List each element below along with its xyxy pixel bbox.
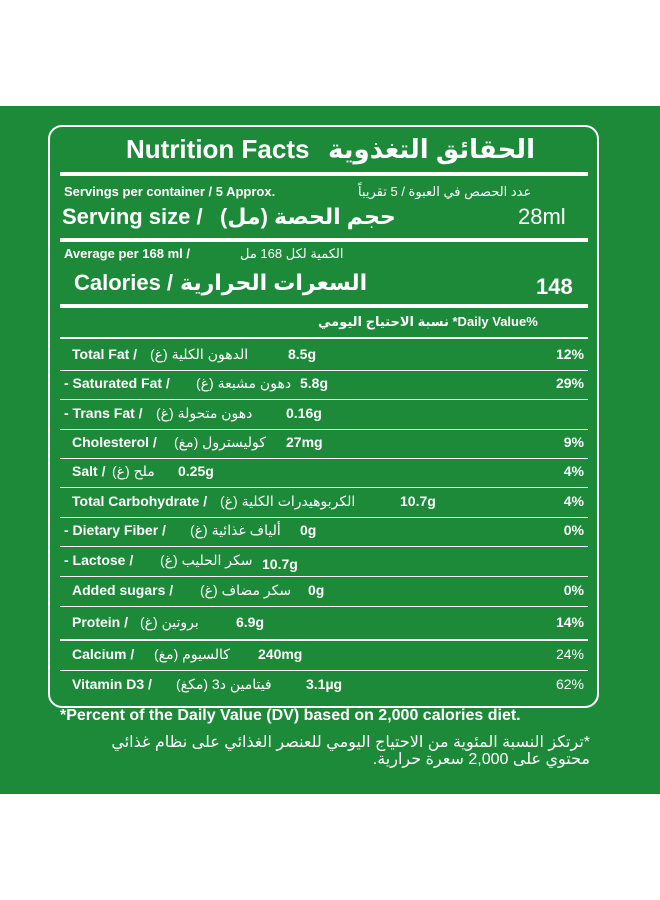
daily-value-header: نسبة الاحتياج اليومي *Daily Value%	[318, 314, 538, 329]
daily-value-divider	[60, 337, 588, 339]
nutrient-pct-calcium: 24%	[555, 646, 584, 662]
nutrient-pct-vitamin-d3: 62%	[555, 676, 584, 692]
row-divider	[60, 670, 588, 671]
servings-divider	[60, 238, 588, 242]
nutrient-pct-saturated-fat: 29%	[555, 375, 584, 391]
servings-arabic: عدد الحصص في العبوة / 5 تقريباً	[358, 184, 532, 199]
nutrient-amount-added-sugars: 0g	[308, 582, 325, 598]
calories-english: Calories /	[74, 270, 174, 295]
nutrient-arabic-calcium: كالسيوم (مغ)	[154, 646, 230, 662]
nutrient-name-cholesterol: Cholesterol /	[72, 434, 157, 450]
serving-size-arabic: حجم الحصة (مل)	[220, 204, 396, 229]
title-arabic: الحقائق التغذوية	[328, 134, 535, 164]
nutrient-name-dietary-fiber: - Dietary Fiber /	[64, 522, 166, 538]
nutrient-arabic-dietary-fiber: ألياف غذائية (غ)	[190, 522, 281, 538]
nutrient-amount-total-fat: 8.5g	[288, 346, 317, 362]
calories-divider	[60, 304, 588, 308]
nutrient-arabic-added-sugars: سكر مضاف (غ)	[200, 582, 292, 598]
average-english: Average per 168 ml /	[64, 246, 190, 261]
calories-arabic: السعرات الحرارية	[180, 270, 368, 295]
row-divider	[60, 517, 588, 518]
nutrient-arabic-total-carbohydrate: الكربوهيدرات الكلية (غ)	[220, 493, 356, 509]
row-divider	[60, 639, 588, 641]
nutrient-pct-protein: 14%	[555, 614, 584, 630]
nutrient-name-total-carbohydrate: Total Carbohydrate /	[72, 493, 208, 509]
nutrient-amount-dietary-fiber: 0g	[300, 522, 317, 538]
title-divider	[60, 172, 588, 176]
row-divider	[60, 458, 588, 459]
nutrient-arabic-trans-fat: دهون متحولة (غ)	[156, 405, 253, 421]
row-divider	[60, 546, 588, 547]
row-divider	[60, 606, 588, 607]
nutrient-arabic-total-fat: الدهون الكلية (غ)	[150, 346, 249, 362]
average-arabic: الكمية لكل 168 مل	[240, 246, 344, 261]
nutrient-name-calcium: Calcium /	[72, 646, 135, 662]
nutrient-arabic-cholesterol: كوليسترول (مغ)	[174, 434, 266, 450]
nutrient-amount-calcium: 240mg	[258, 646, 303, 662]
nutrient-amount-total-carbohydrate: 10.7g	[400, 493, 436, 509]
row-divider	[60, 429, 588, 430]
nutrient-arabic-saturated-fat: دهون مشبعة (غ)	[196, 375, 292, 391]
nutrient-name-trans-fat: - Trans Fat /	[64, 405, 143, 421]
nutrient-arabic-vitamin-d3: فيتامين د3 (مكغ)	[176, 676, 272, 692]
nutrient-pct-total-carbohydrate: 4%	[563, 493, 584, 509]
nutrient-pct-added-sugars: 0%	[563, 582, 584, 598]
row-divider	[60, 487, 588, 488]
nutrient-pct-salt: 4%	[563, 463, 584, 479]
servings-english: Servings per container / 5 Approx.	[64, 184, 276, 199]
title-english: Nutrition Facts	[126, 134, 310, 164]
nutrient-amount-lactose: 10.7g	[262, 556, 298, 572]
row-divider	[60, 370, 588, 371]
footnote-arabic: *ترتكز النسبة المئوية من الاحتياج اليومي للعنصر الغذائي على نظام غذائي محتوي على 2,000 سعرة حرارية.	[111, 734, 590, 768]
nutrient-arabic-protein: بروتين (غ)	[140, 614, 199, 630]
row-divider	[60, 399, 588, 400]
nutrient-arabic-salt: ملح (غ)	[112, 463, 155, 479]
nutrient-pct-dietary-fiber: 0%	[563, 522, 584, 538]
nutrient-name-salt: Salt /	[72, 463, 106, 479]
nutrient-amount-saturated-fat: 5.8g	[300, 375, 329, 391]
nutrient-name-added-sugars: Added sugars /	[72, 582, 174, 598]
nutrient-arabic-lactose: سكر الحليب (غ)	[160, 552, 253, 568]
footnote-english: *Percent of the Daily Value (DV) based on 2,000 calories diet.	[60, 707, 521, 724]
calories-value: 148	[536, 274, 573, 299]
nutrient-name-lactose: - Lactose /	[64, 552, 134, 568]
serving-size-value: 28ml	[518, 204, 566, 229]
nutrient-name-vitamin-d3: Vitamin D3 /	[72, 676, 152, 692]
nutrient-name-protein: Protein /	[72, 614, 129, 630]
nutrient-amount-vitamin-d3: 3.1µg	[306, 676, 343, 692]
serving-size-english: Serving size /	[62, 204, 203, 229]
nutrient-amount-salt: 0.25g	[178, 463, 214, 479]
row-divider	[60, 576, 588, 577]
nutrient-pct-total-fat: 12%	[555, 346, 584, 362]
nutrient-amount-cholesterol: 27mg	[286, 434, 323, 450]
nutrient-amount-protein: 6.9g	[236, 614, 265, 630]
nutrient-name-total-fat: Total Fat /	[72, 346, 138, 362]
nutrient-amount-trans-fat: 0.16g	[286, 405, 322, 421]
nutrient-pct-cholesterol: 9%	[563, 434, 584, 450]
nutrient-name-saturated-fat: - Saturated Fat /	[64, 375, 170, 391]
